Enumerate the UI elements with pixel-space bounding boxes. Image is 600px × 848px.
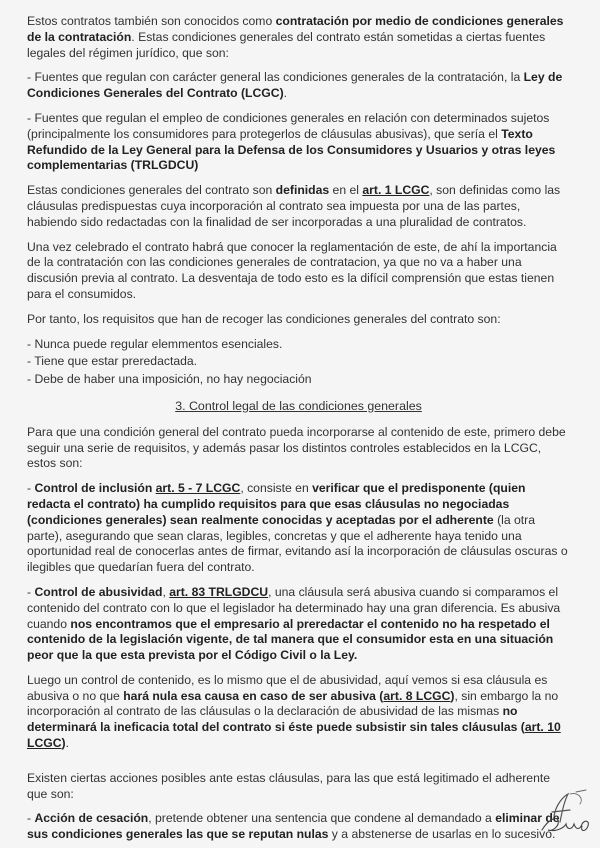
article-reference: art. 1 LCGC [362, 183, 430, 198]
section-title: 3. Control legal de las condiciones generales [175, 398, 422, 413]
bold-text: ) [450, 688, 455, 703]
text: en el [329, 183, 363, 198]
text: , [162, 584, 170, 599]
bold-text: contratación por medio de condiciones generales de la contratación [27, 14, 564, 44]
requisito-item: - Debe de haber una imposición, no hay negociación [27, 372, 312, 387]
text: . [283, 86, 288, 101]
text: Estas condiciones generales del contrato son [27, 183, 276, 198]
article-reference: art. 8 LCGC [383, 688, 451, 703]
text: Luego un control de contenido, es lo mismo que el de abusividad, aquí vemos si esa cláusula es abusiva o no que [27, 672, 548, 703]
text: , pretende obtener una sentencia que condene al demandado a [148, 811, 496, 826]
text: - [27, 481, 35, 496]
control-inclusion-paragraph [27, 481, 570, 576]
fuentes-consumidores-paragraph [27, 111, 570, 174]
acciones-intro-paragraph: Existen ciertas acciones posibles ante estas cláusulas, para las que está legitimado el adherente que son: [27, 770, 551, 801]
spacer [27, 761, 570, 771]
bold-text: verificar que el predisponente (quien redacta el contrato) ha cumplido requisitos para que esas cláusulas no negociadas (condiciones generales) sean realmente conocidas y aceptadas por el adherente [27, 481, 526, 527]
bold-text: hará nula esa causa en caso de ser abusiva ( [123, 688, 384, 703]
requisitos-intro-paragraph: Por tanto, los requisitos que han de recoger las condiciones generales del contrato son: [27, 311, 501, 326]
bold-text: Ley de Condiciones Generales del Contrato (LCGC) [27, 70, 563, 101]
fuentes-general-paragraph [27, 70, 570, 102]
text: (la otra parte), asegurando que sean claras, legibles, concretas y que el adherente haya tenido una oportunidad real de conocerlas antes de firmar, evitando así la incorporación de cláusulas oscuras o ilegibles que quedarían fuera del contrato. [27, 512, 568, 575]
control-abusividad-paragraph [27, 585, 570, 664]
article-reference: art. 10 LCGC [27, 720, 561, 751]
bold-text: Control de abusividad [34, 584, 163, 599]
text: - [27, 584, 35, 599]
bold-text: Texto Refundido de la Ley General para la Defensa de los Consumidores y Usuarios y otras leyes complementarias (TRLGDCU) [27, 126, 556, 173]
bold-text: definidas [275, 183, 330, 198]
text: , sin embargo la no incorporación al contrato de las cláusulas o la declaración de abusividad de las mismas [27, 688, 559, 719]
text: , son definidas como las cláusulas predispuestas cuya incorporación al contrato sea impuesta por una de las partes, habiendo sido redactadas con la finalidad de ser incorporadas a una pluralidad de contratos. [27, 183, 561, 229]
article-reference: art. 83 TRLGDCU [169, 584, 269, 599]
bold-text: ) [61, 736, 66, 751]
text: Estos contratos también son conocidos como [27, 14, 276, 28]
handwritten-signature [534, 786, 594, 840]
requisito-item: - Tiene que estar preredactada. [27, 354, 198, 369]
celebrado-paragraph: Una vez celebrado el contrato habrá que conocer la reglamentación de este, de ahí la importancia de la contratación con las condiciones generales de contratacion, ya que no va a haber una discusión previa al contrato. La desventaja de todo esto es la difícil comprensión que estas tienen para el consumidos. [27, 239, 557, 301]
text: - [27, 811, 35, 826]
text: . Estas condiciones generales del contrato están sometidas a ciertas fuentes legales del régimen jurídico, que son: [27, 29, 546, 60]
bold-text: Acción de cesación [34, 811, 149, 826]
bold-text: no determinará la ineficacia total del contrato si éste puede subsistir sin tales cláusulas ( [27, 704, 525, 735]
intro-paragraph [27, 14, 570, 61]
text: . [65, 736, 69, 751]
accion-cesacion-paragraph [27, 811, 570, 843]
text: y a abstenerse de usarlas en lo sucesivo. [328, 827, 556, 842]
text: , una cláusula será abusiva cuando si comparamos el contenido del contrato con lo que el legislador ha determinado hay una gran diferencia. Es abusiva cuando [27, 584, 561, 631]
control-contenido-paragraph [27, 673, 570, 752]
bold-text: eliminar de sus condiciones generales las que se reputan nulas [27, 811, 560, 842]
text: , consiste en [240, 481, 313, 496]
definidas-paragraph [27, 183, 570, 230]
text: - Fuentes que regulan el empleo de condiciones generales en relación con determinados sujetos (principalmente los consumidores para protegerlos de cláusulas abusivas), que sería el [27, 110, 550, 141]
requisito-item: - Nunca puede regular elemmentos esenciales. [27, 336, 283, 351]
text: - Fuentes que regulan con carácter general las condiciones generales de la contratación, la [27, 70, 524, 85]
article-reference: art. 5 - 7 LCGC [155, 481, 241, 496]
bold-text: Control de inclusión [34, 481, 153, 496]
control-intro-paragraph: Para que una condición general del contrato pueda incorporarse al contenido de este, primero debe seguir una serie de requisitos, y además pasar los distintos controles establecidos en la LCGC, estos son: [27, 424, 566, 471]
bold-text: nos encontramos que el empresario al preredactar el contenido no ha respetado el contenido de la legislación vigente, de tal manera que el consumidor esta en una situación peor que la que esta prevista por el Código Civil o la Ley. [27, 616, 554, 663]
